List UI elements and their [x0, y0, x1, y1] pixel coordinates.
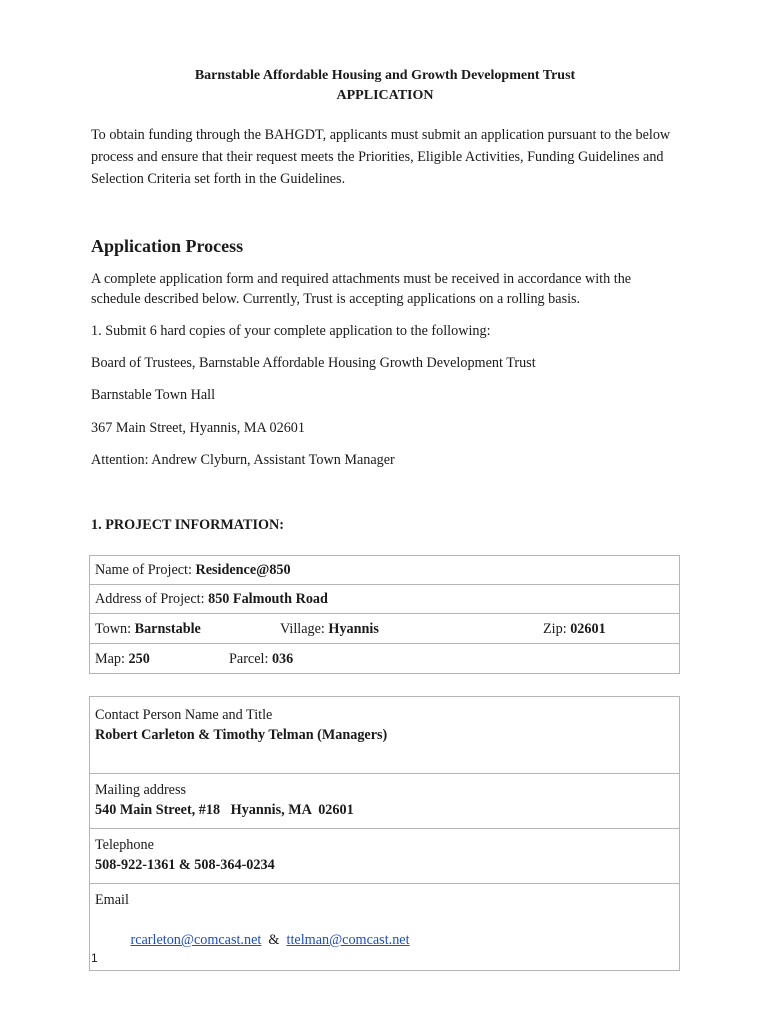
- table-row: [90, 644, 680, 674]
- map-field: [95, 651, 150, 668]
- intro-paragraph: To obtain funding through the BAHGDT, applicants must submit an application pursuant to the below process and ensure that their request meets the Priorities, Eligible Activities, Funding Guidelines and Selection Criteria set forth in the Guidelines.: [91, 127, 671, 187]
- email-separator: &: [261, 932, 287, 948]
- project-name-value: Residence@850: [195, 561, 291, 578]
- contact-person-value: Robert Carleton & Timothy Telman (Managers): [95, 727, 388, 743]
- telephone-value: 508-922-1361 & 508-364-0234: [95, 857, 275, 873]
- zip-field: [543, 621, 606, 638]
- application-process-heading: Application Process: [91, 236, 244, 256]
- project-info-table: [89, 555, 680, 674]
- email-link-telman[interactable]: ttelman@comcast.net: [286, 932, 410, 948]
- project-information-heading: 1. PROJECT INFORMATION:: [91, 517, 284, 533]
- project-parcel-cell: [90, 644, 680, 674]
- mailing-address-label: Mailing address: [95, 782, 187, 798]
- address-line-attention: Attention: Andrew Clyburn, Assistant Town Manager: [91, 452, 395, 468]
- table-row: [90, 556, 680, 585]
- project-address-value: 850 Falmouth Road: [208, 590, 328, 607]
- project-name-cell: [90, 556, 680, 585]
- project-location-cell: [90, 614, 680, 644]
- mailing-address-value: 540 Main Street, #18 Hyannis, MA 02601: [95, 802, 354, 818]
- address-line-board: Board of Trustees, Barnstable Affordable Housing Growth Development Trust: [91, 355, 536, 371]
- contact-person-label: Contact Person Name and Title: [95, 707, 273, 723]
- town-field: [95, 621, 201, 638]
- table-row: [90, 614, 680, 644]
- table-row: [90, 774, 680, 829]
- parcel-value: 036: [271, 651, 294, 667]
- project-address-cell: [90, 585, 680, 614]
- village-field: [280, 621, 379, 638]
- map-value: 250: [128, 651, 150, 667]
- submit-step: 1. Submit 6 hard copies of your complete application to the following:: [91, 323, 491, 339]
- zip-label: Zip:: [543, 621, 571, 637]
- zip-value: 02601: [570, 621, 606, 637]
- town-value: Barnstable: [134, 621, 201, 637]
- email-label: Email: [95, 892, 129, 908]
- email-cell: [90, 884, 680, 971]
- village-value: Hyannis: [328, 621, 379, 637]
- page-number: 1: [91, 951, 98, 965]
- table-row: [90, 884, 680, 971]
- document-title: Barnstable Affordable Housing and Growth Development Trust: [194, 68, 576, 83]
- parcel-field: [229, 651, 293, 668]
- process-paragraph: A complete application form and required attachments must be received in accordance with the schedule described below. Currently, Trust is accepting applications on a rolling basis.: [91, 271, 632, 307]
- parcel-label: Parcel:: [229, 651, 272, 667]
- table-row: [90, 585, 680, 614]
- project-name-label: Name of Project:: [95, 561, 196, 578]
- address-line-street: 367 Main Street, Hyannis, MA 02601: [91, 420, 305, 436]
- town-label: Town:: [95, 621, 135, 637]
- contact-person-cell: [90, 697, 680, 774]
- address-line-townhall: Barnstable Town Hall: [91, 387, 216, 403]
- telephone-label: Telephone: [95, 837, 154, 853]
- table-row: [90, 697, 680, 774]
- telephone-cell: [90, 829, 680, 884]
- map-label: Map:: [95, 651, 129, 667]
- email-link-carleton[interactable]: rcarleton@comcast.net: [130, 932, 262, 948]
- document-subtitle: APPLICATION: [336, 88, 434, 103]
- project-address-label: Address of Project:: [95, 590, 209, 607]
- mailing-address-cell: [90, 774, 680, 829]
- contact-info-table: [89, 696, 680, 971]
- table-row: [90, 829, 680, 884]
- village-label: Village:: [280, 621, 329, 637]
